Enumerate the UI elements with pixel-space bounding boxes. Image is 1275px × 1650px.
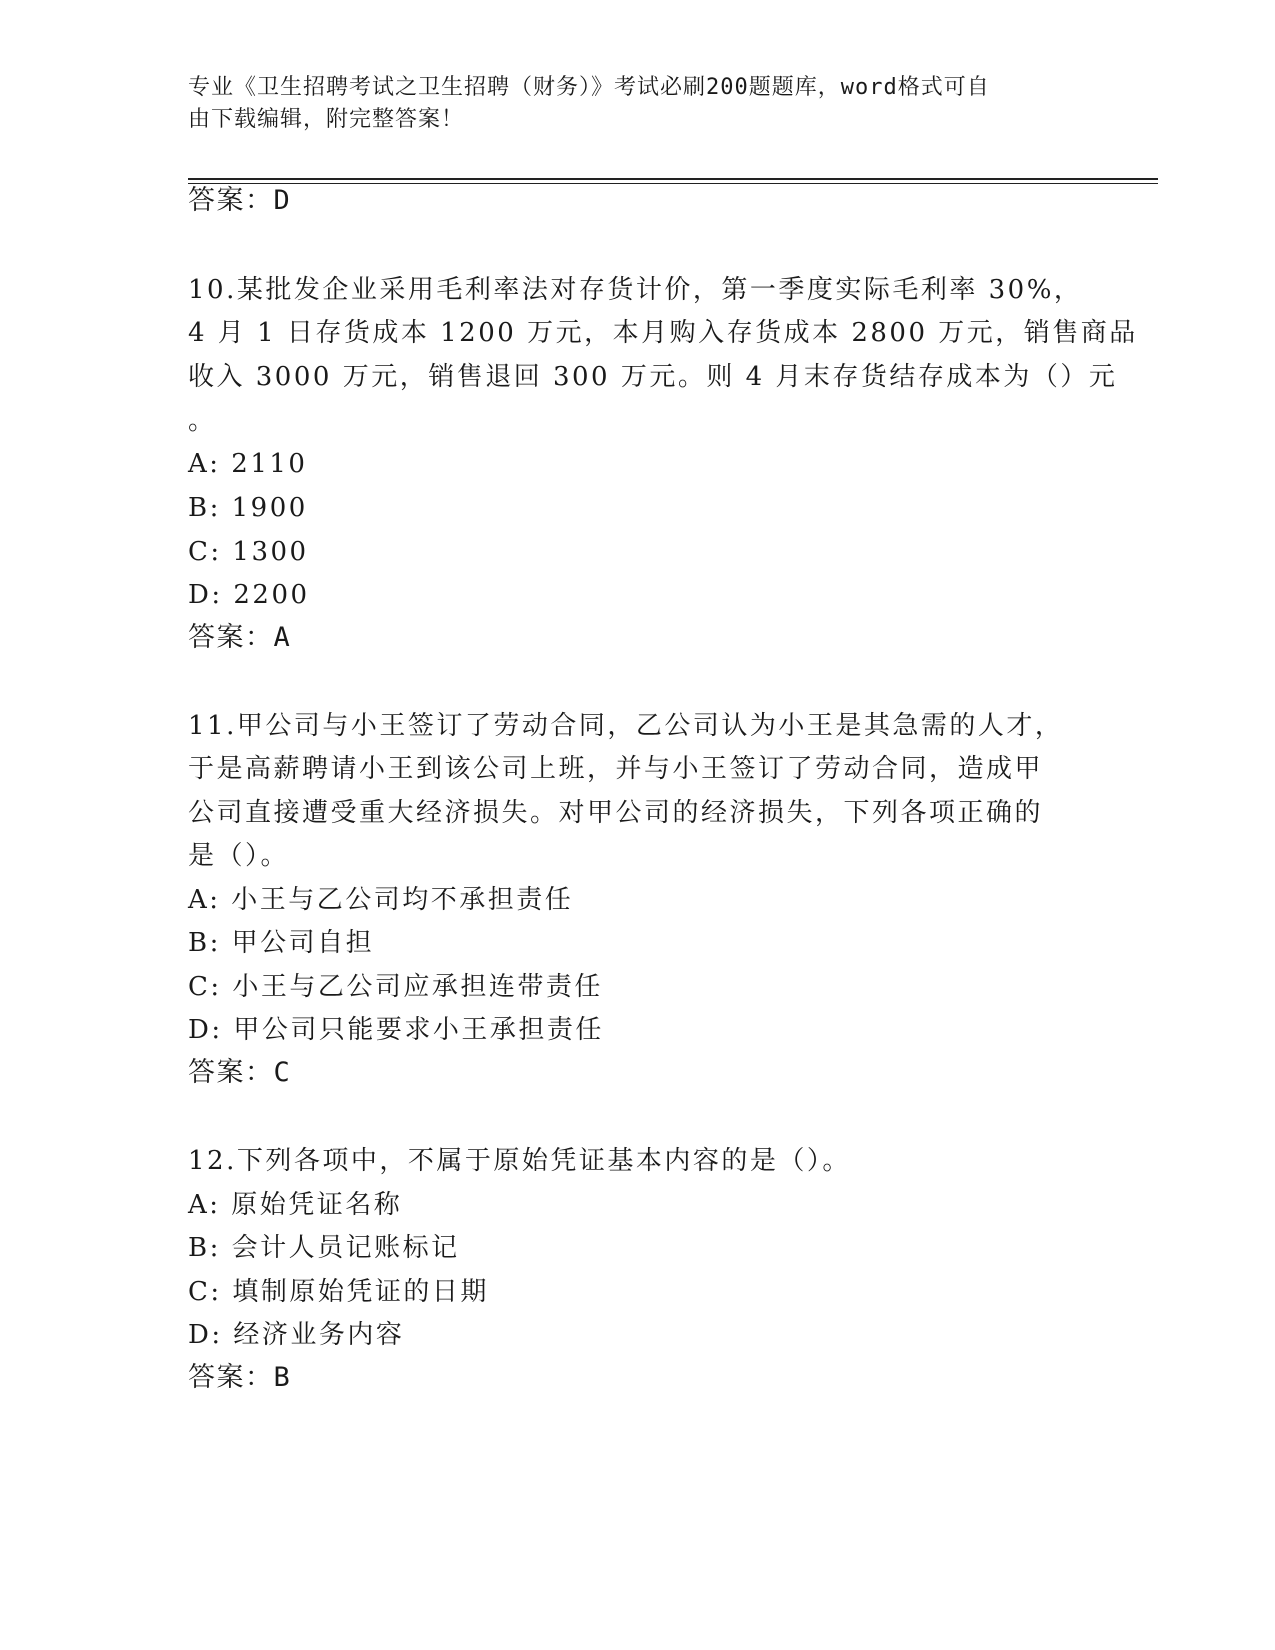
q11-option-a: A: 小王与乙公司均不承担责任 xyxy=(188,885,574,915)
q10-option-b: B: 1900 xyxy=(188,493,308,523)
header-line-1: 专业《卫生招聘考试之卫生招聘（财务）》考试必刷200题题库，word格式可自 xyxy=(188,75,990,100)
prev-answer: 答案：D xyxy=(188,185,292,216)
q11-stem-line-4: 是（）。 xyxy=(188,841,290,871)
q12-option-a: A: 原始凭证名称 xyxy=(188,1190,403,1220)
q11-option-c: C: 小王与乙公司应承担连带责任 xyxy=(188,972,603,1002)
header-line-2: 由下载编辑，附完整答案！ xyxy=(188,107,465,132)
q10-option-d: D: 2200 xyxy=(188,580,310,610)
q10-stem-line-1: 10.某批发企业采用毛利率法对存货计价，第一季度实际毛利率 30%， xyxy=(188,275,1083,305)
q12-answer: 答案：B xyxy=(188,1362,292,1393)
q12-option-d: D: 经济业务内容 xyxy=(188,1320,405,1350)
q11-stem-line-1: 11.甲公司与小王签订了劳动合同，乙公司认为小王是其急需的人才， xyxy=(188,711,1064,741)
header-rule-thin xyxy=(188,183,1158,184)
q10-answer: 答案：A xyxy=(188,622,292,653)
q11-option-b: B: 甲公司自担 xyxy=(188,928,375,958)
q10-option-a: A: 2110 xyxy=(188,449,308,479)
q10-stem-line-2: 4 月 1 日存货成本 1200 万元，本月购入存货成本 2800 万元，销售商品 xyxy=(188,318,1138,348)
q12-stem-line-1: 12.下列各项中，不属于原始凭证基本内容的是（）。 xyxy=(188,1146,851,1176)
q10-stem-line-4: 。 xyxy=(188,406,217,436)
q10-stem-line-3: 收入 3000 万元，销售退回 300 万元。则 4 月末存货结存成本为（）元 xyxy=(188,362,1118,392)
document-header xyxy=(188,72,1088,136)
q11-answer: 答案：C xyxy=(188,1057,292,1088)
q11-stem-line-2: 于是高薪聘请小王到该公司上班，并与小王签订了劳动合同，造成甲 xyxy=(188,754,1044,784)
header-rule-thick xyxy=(188,178,1158,180)
q11-option-d: D: 甲公司只能要求小王承担责任 xyxy=(188,1015,604,1045)
q12-option-b: B: 会计人员记账标记 xyxy=(188,1233,460,1263)
q11-stem-line-3: 公司直接遭受重大经济损失。对甲公司的经济损失，下列各项正确的 xyxy=(188,798,1044,828)
q12-option-c: C: 填制原始凭证的日期 xyxy=(188,1277,489,1307)
q10-option-c: C: 1300 xyxy=(188,537,309,567)
